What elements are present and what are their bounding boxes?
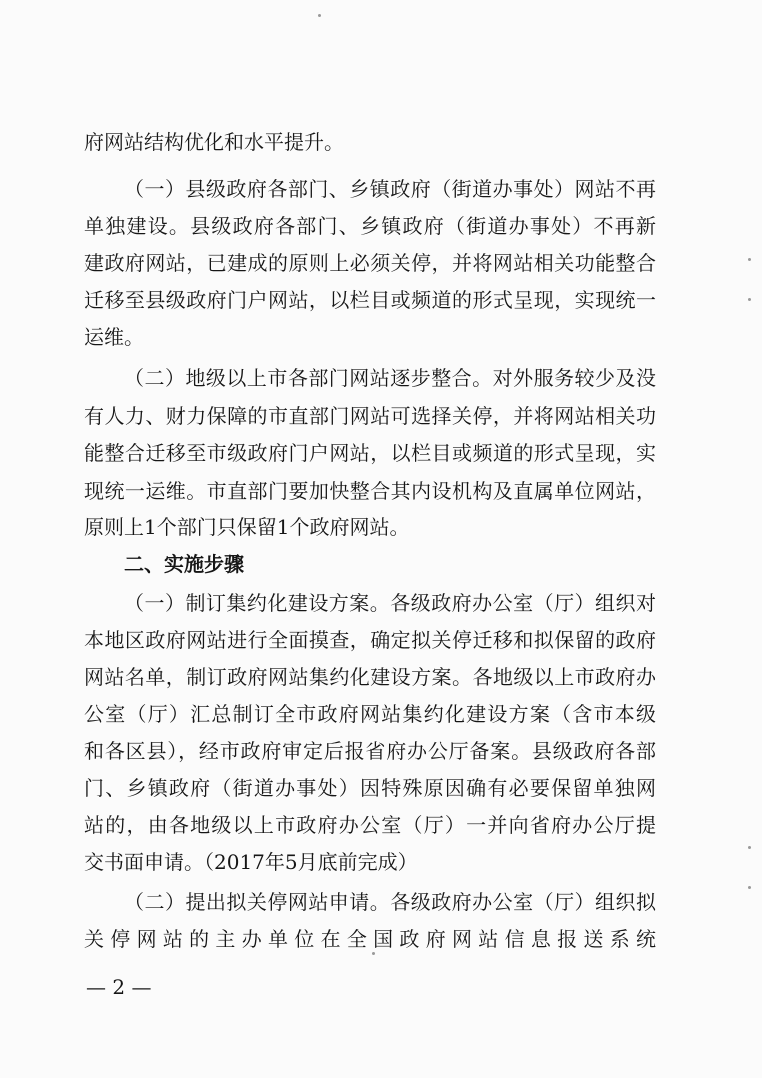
text-line-17: 和各区县），经市政府审定后报省府办公厅备案。县级政府各部 [84, 739, 656, 763]
page-number: — 2 — [86, 975, 152, 999]
text-line-6: 运维。 [84, 325, 144, 349]
scan-speck [748, 846, 751, 849]
text-line-3: 单独建设。县级政府各部门、乡镇政府（街道办事处）不再新 [84, 214, 656, 238]
text-line-11: 原则上1个部门只保留1个政府网站。 [84, 515, 410, 539]
text-line-10: 现统一运维。市直部门要加快整合其内设机构及直属单位网站， [84, 479, 656, 503]
scan-speck [372, 952, 375, 955]
text-line-16: 公室（厅）汇总制订全市政府网站集约化建设方案（含市本级 [84, 702, 656, 726]
text-line-19: 站的，由各地级以上市政府办公室（厅）一并向省府办公厅提 [84, 813, 656, 837]
text-line-20: 交书面申请。（2017年5月底前完成） [84, 850, 418, 874]
text-line-9: 能整合迁移至市级政府门户网站，以栏目或频道的形式呈现，实 [84, 441, 656, 465]
text-line-22: 关停网站的主办单位在全国政府网站信息报送系统 [84, 927, 656, 951]
text-line-18: 门、乡镇政府（街道办事处）因特殊原因确有必要保留单独网 [84, 776, 656, 800]
text-line-7: （二）地级以上市各部门网站逐步整合。对外服务较少及没 [124, 366, 656, 390]
text-line-15: 网站名单，制订政府网站集约化建设方案。各地级以上市政府办 [84, 665, 656, 689]
text-line-8: 有人力、财力保障的市直部门网站可选择关停，并将网站相关功 [84, 404, 656, 428]
scan-speck [748, 258, 751, 261]
text-line-13: （一）制订集约化建设方案。各级政府办公室（厅）组织对 [124, 591, 656, 615]
text-line-14: 本地区政府网站进行全面摸查，确定拟关停迁移和拟保留的政府 [84, 628, 656, 652]
text-line-4: 建政府网站，已建成的原则上必须关停，并将网站相关功能整合 [84, 251, 656, 275]
scan-speck [748, 886, 751, 889]
text-line-21: （二）提出拟关停网站申请。各级政府办公室（厅）组织拟 [124, 890, 656, 914]
scan-speck [748, 298, 751, 301]
text-line-1: 府网站结构优化和水平提升。 [84, 130, 344, 154]
text-line-5: 迁移至县级政府门户网站，以栏目或频道的形式呈现，实现统一 [84, 288, 656, 312]
scan-speck [318, 14, 321, 17]
text-line-2: （一）县级政府各部门、乡镇政府（街道办事处）网站不再 [124, 177, 656, 201]
section-heading: 二、实施步骤 [124, 552, 244, 576]
